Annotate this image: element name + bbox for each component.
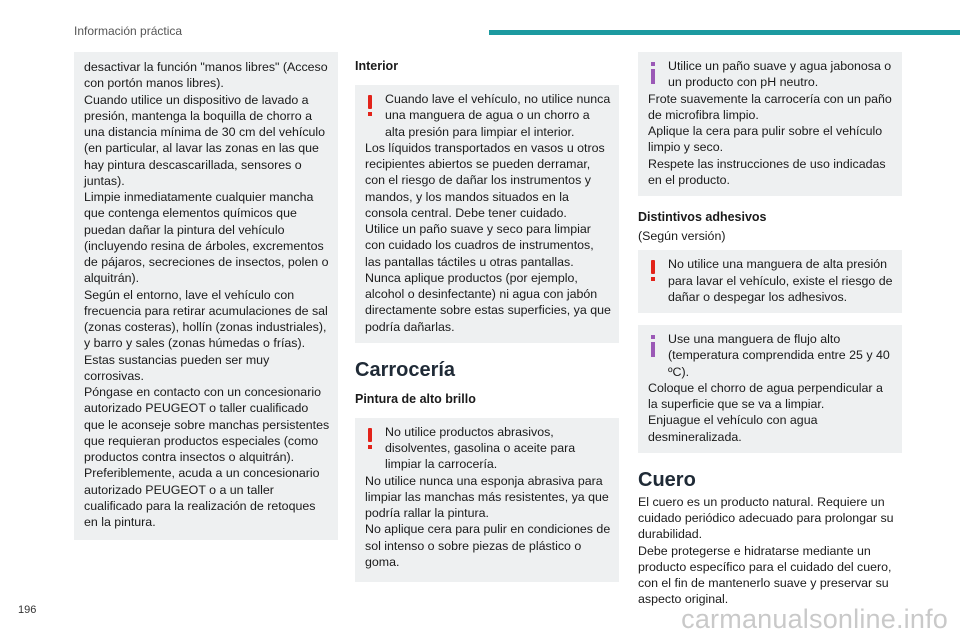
hose-info-box: [638, 325, 902, 453]
column-3: [638, 52, 902, 608]
paragraph: Limpie inmediatamente cualquier mancha que contenga elementos químicos que puedan dañar la pintura del vehículo (incluyendo resina de árboles, excrementos de pájaros, secreciones de insectos, polen o alquitrán).: [84, 190, 329, 286]
paragraph: desactivar la función "manos libres" (Acceso con portón manos libres).: [84, 60, 328, 91]
paragraph: El cuero es un producto natural. Requiere un cuidado periódico adecuado para prolongar su durabilidad.: [638, 494, 894, 542]
paragraph: Respete las instrucciones de uso indicadas en el producto.: [648, 156, 886, 187]
warning-icon: [648, 256, 668, 305]
interior-warning-box: [355, 85, 619, 343]
paragraph: No utilice nunca una esponja abrasiva para limpiar las manchas más resistentes, ya que podría rallar la pintura.: [365, 473, 609, 520]
paragraph: Póngase en contacto con un concesionario autorizado PEUGEOT o taller cualificado que le aconseje sobre manchas persistentes que requieran productos especiales (como productos contra insectos o alquitrán).: [84, 385, 330, 464]
paragraph: Nunca aplique productos (por ejemplo, alcohol o desinfectante) ni agua con jabón directamente sobre estas superficies, ya que podría dañarlas.: [365, 270, 611, 334]
header-accent-bar: [489, 30, 960, 35]
paragraph: Coloque el chorro de agua perpendicular a la superficie que se va a limpiar.: [648, 380, 883, 411]
info-icon: [648, 58, 668, 91]
distintivos-note: (Según versión): [638, 229, 726, 243]
warning-icon: [365, 91, 385, 140]
column-2: [355, 52, 619, 582]
info-lead: Use una manguera de flujo alto (temperatura comprendida entre 25 y 40 ºC).: [668, 332, 890, 379]
distintivos-heading: Distintivos adhesivos: [638, 210, 767, 224]
carroceria-title: Carrocería: [355, 358, 456, 381]
paint-care-box: [74, 52, 338, 540]
interior-heading: Interior: [355, 59, 399, 73]
paragraph: Aplique la cera para pulir sobre el vehículo limpio y seco.: [648, 124, 883, 155]
info-box-washing: [638, 52, 902, 196]
adhesive-warning-box: [638, 250, 902, 313]
warning-lead: No utilice productos abrasivos, disolventes, gasolina o aceite para limpiar la carrocería.: [385, 424, 576, 472]
watermark: carmanualsonline.info: [681, 604, 948, 634]
warning-icon: [365, 424, 385, 473]
paragraph: Frote suavemente la carrocería con un paño de microfibra limpio.: [648, 91, 892, 122]
paragraph: Debe protegerse e hidratarse mediante un producto específico para el cuidado del cuero, con el fin de mantenerlo suave y preservar su aspecto original.: [638, 543, 892, 607]
page-header-title: Información práctica: [74, 24, 183, 38]
warning-lead: No utilice una manguera de alta presión para lavar el vehículo, existe el riesgo de dañar o despegar los adhesivos.: [668, 257, 893, 304]
paragraph: Según el entorno, lave el vehículo con frecuencia para retirar acumulaciones de sal (zonas costeras), hollín (zonas industriales), y barro y sales (zonas húmedas o frías). Estas sustancias pueden ser muy corrosivas.: [84, 287, 328, 383]
warning-lead: Cuando lave el vehículo, no utilice nunca una manguera de agua o un chorro a alta presión para limpiar el interior.: [385, 92, 611, 139]
info-icon: [648, 331, 668, 380]
paragraph: No aplique cera para pulir en condiciones de sol intenso o sobre piezas de plástico o goma.: [365, 522, 611, 569]
pintura-warning-box: [355, 418, 619, 582]
paragraph: Enjuague el vehículo con agua desmineralizada.: [648, 413, 818, 444]
column-1: [74, 52, 338, 540]
info-lead: Utilice un paño suave y agua jabonosa o un producto con pH neutro.: [668, 59, 892, 90]
paragraph: Los líquidos transportados en vasos u otros recipientes abiertos se pueden derramar, con el riesgo de dañar los instrumentos y mandos, y los mandos situados en la consola central. Debe tener cuidado.: [365, 140, 605, 220]
paragraph: Cuando utilice un dispositivo de lavado a presión, mantenga la boquilla de chorro a una distancia mínima de 30 cm del vehículo (en particular, al lavar las zonas en las que hay pintura descascarillada, sensores o juntas).: [84, 92, 326, 188]
cuero-title: Cuero: [638, 468, 696, 491]
page-number: 196: [18, 604, 37, 616]
pintura-heading: Pintura de alto brillo: [355, 391, 476, 406]
paragraph: Preferiblemente, acuda a un concesionario autorizado PEUGEOT o a un taller cualificado para la realización de retoques en la pintura.: [84, 466, 320, 529]
paragraph: Utilice un paño suave y seco para limpiar con cuidado los cuadros de instrumentos, las pantallas táctiles u otras pantallas.: [365, 222, 594, 269]
